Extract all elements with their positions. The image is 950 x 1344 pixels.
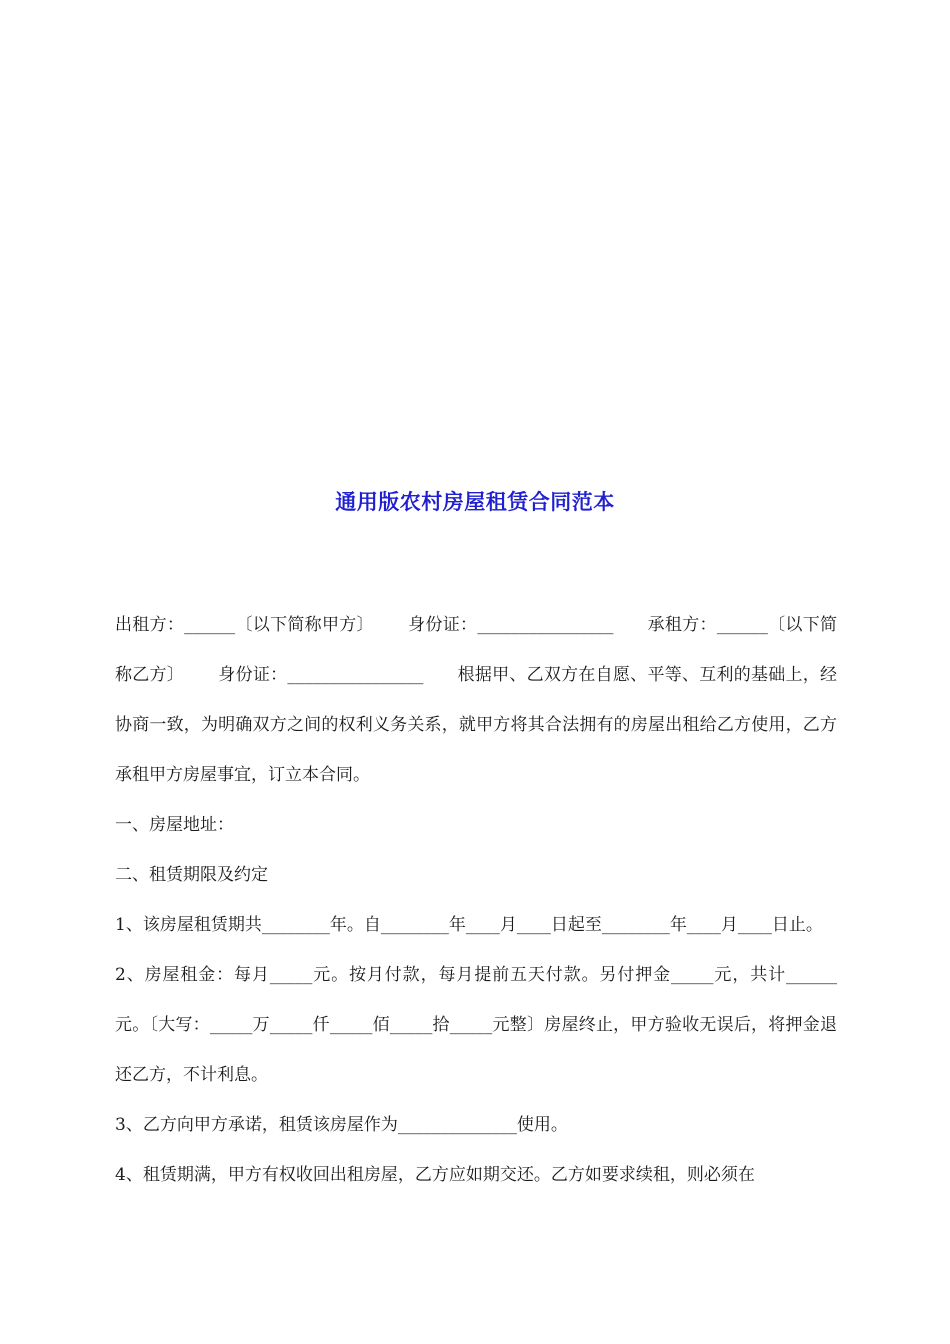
- section-heading-address: 一、房屋地址：: [115, 815, 234, 835]
- clause-lease-period: 1、该房屋租赁期共________年。自________年____月____日起至________年____月____日止。: [115, 915, 823, 935]
- contract-purpose: 根据甲、乙双方在自愿、平等、互利的基础上，经协商一致，为明确双方之间的权利义务关系，就甲方将其合法拥有的房屋出租给乙方使用，乙方承租甲方房屋事宜，订立本合同。: [115, 665, 838, 785]
- clause-rent: 2、房屋租金：每月_____元。按月付款，每月提前五天付款。另付押金_____元，共计______元。〔大写：_____万_____仟_____佰_____拾_____元整〕房屋终止，甲方验收无误后，将押金退还乙方，不计利息。: [115, 965, 837, 1085]
- section-heading-term: 二、租赁期限及约定: [115, 865, 268, 885]
- clause-usage: 3、乙方向甲方承诺，租赁该房屋作为______________使用。: [115, 1115, 568, 1135]
- lessor-label: 出租方：______〔以下简称甲方〕: [115, 615, 374, 635]
- intro-paragraph: [115, 600, 837, 800]
- lessor-id: 身份证：________________: [407, 615, 614, 635]
- clause-expiry: 4、租赁期满，甲方有权收回出租房屋，乙方应如期交还。乙方如要求续租，则必须在: [115, 1165, 755, 1185]
- document-title: 通用版农村房屋租赁合同范本: [335, 489, 615, 514]
- lessee-label: 承租方：______〔以下简称乙方〕: [115, 615, 838, 685]
- lessee-id: 身份证：________________: [218, 665, 424, 685]
- document-body: [115, 600, 837, 1200]
